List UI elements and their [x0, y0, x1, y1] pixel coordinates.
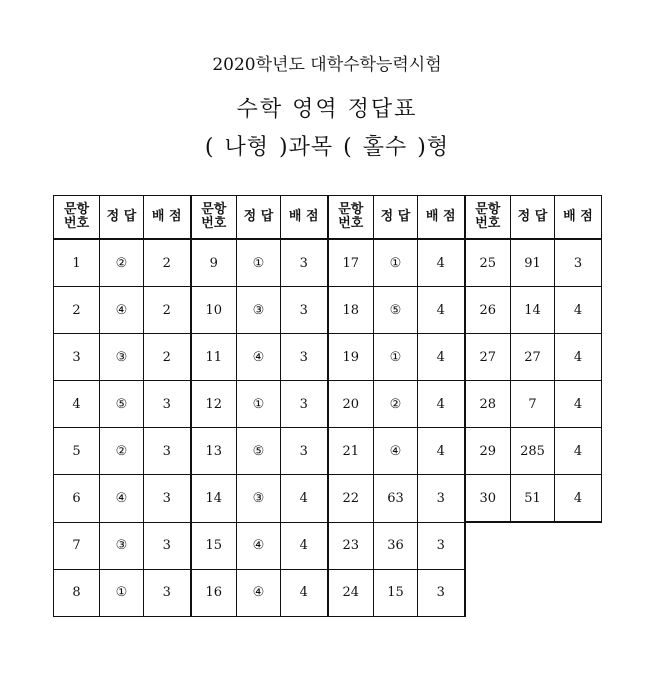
table-row [54, 334, 602, 381]
points-cell: 4 [555, 428, 602, 475]
points-cell: 3 [281, 428, 328, 475]
points-cell: 3 [281, 334, 328, 381]
points-cell: 4 [281, 475, 328, 523]
points-cell: 4 [418, 334, 465, 381]
answer-cell: ① [374, 239, 418, 287]
points-cell: 3 [144, 522, 191, 569]
question-number-cell: 19 [328, 334, 374, 381]
question-number-cell: 14 [191, 475, 237, 523]
question-number-cell: 27 [465, 334, 511, 381]
points-cell: 3 [418, 475, 465, 523]
answer-cell: ② [374, 381, 418, 428]
question-number-cell: 22 [328, 475, 374, 523]
question-number-cell: 7 [54, 522, 100, 569]
question-number-cell: 12 [191, 381, 237, 428]
answer-table [53, 195, 602, 617]
points-cell: 4 [555, 475, 602, 523]
question-number-cell: 4 [54, 381, 100, 428]
answer-cell: ③ [237, 475, 281, 523]
header-answer: 정 답 [100, 196, 144, 240]
header-question-number: 문항 번호 [328, 196, 374, 240]
points-cell: 3 [418, 569, 465, 616]
answer-cell: ① [374, 334, 418, 381]
answer-cell: ④ [374, 428, 418, 475]
header-points: 배 점 [144, 196, 191, 240]
answer-cell: ② [100, 428, 144, 475]
table-row [54, 428, 602, 475]
exam-title: 2020학년도 대학수학능력시험 [212, 55, 442, 75]
answer-cell: ④ [237, 522, 281, 569]
points-cell: 4 [281, 522, 328, 569]
question-number-cell: 20 [328, 381, 374, 428]
question-number-cell: 3 [54, 334, 100, 381]
answer-key-title: 수학 영역 정답표 [236, 97, 418, 122]
question-number-cell: 16 [191, 569, 237, 616]
answer-cell: 27 [511, 334, 555, 381]
question-number-cell: 29 [465, 428, 511, 475]
question-number-cell: 11 [191, 334, 237, 381]
points-cell: 4 [281, 569, 328, 616]
answer-cell: 91 [511, 239, 555, 287]
header-points: 배 점 [281, 196, 328, 240]
parity-type: 홀수 [362, 135, 408, 160]
points-cell: 4 [418, 428, 465, 475]
question-number-cell: 6 [54, 475, 100, 523]
answer-cell: 63 [374, 475, 418, 523]
question-number-cell: 21 [328, 428, 374, 475]
question-number-cell: 8 [54, 569, 100, 616]
table-row [54, 522, 602, 569]
question-number-cell: 17 [328, 239, 374, 287]
empty-cell [555, 522, 602, 569]
answer-cell: ③ [237, 287, 281, 334]
answer-cell: 51 [511, 475, 555, 523]
points-cell: 3 [281, 239, 328, 287]
answer-cell: ⑤ [374, 287, 418, 334]
type-close-paren: )과목 [279, 135, 334, 160]
answer-cell: ① [237, 381, 281, 428]
question-number-cell: 1 [54, 239, 100, 287]
table-row [54, 239, 602, 287]
header-question-number: 문항 번호 [54, 196, 100, 240]
header-answer: 정 답 [511, 196, 555, 240]
table-row [54, 569, 602, 616]
points-cell: 4 [555, 334, 602, 381]
question-number-cell: 24 [328, 569, 374, 616]
header-points: 배 점 [418, 196, 465, 240]
empty-cell [555, 569, 602, 616]
points-cell: 3 [281, 287, 328, 334]
answer-cell: 15 [374, 569, 418, 616]
empty-cell [465, 522, 511, 569]
question-number-cell: 28 [465, 381, 511, 428]
answer-cell: ① [237, 239, 281, 287]
points-cell: 2 [144, 334, 191, 381]
answer-cell: ④ [100, 287, 144, 334]
header-answer: 정 답 [237, 196, 281, 240]
header-answer: 정 답 [374, 196, 418, 240]
answer-cell: 36 [374, 522, 418, 569]
points-cell: 3 [144, 381, 191, 428]
header-question-number: 문항 번호 [191, 196, 237, 240]
points-cell: 4 [555, 287, 602, 334]
answer-cell: 14 [511, 287, 555, 334]
points-cell: 3 [144, 569, 191, 616]
header-points: 배 점 [555, 196, 602, 240]
parity-open-paren: ( [343, 135, 353, 160]
answer-cell: ④ [237, 569, 281, 616]
table-row [54, 381, 602, 428]
answer-cell: 7 [511, 381, 555, 428]
type-open-paren: ( [204, 135, 215, 160]
answer-cell: ④ [100, 475, 144, 523]
answer-cell: ⑤ [100, 381, 144, 428]
points-cell: 2 [144, 287, 191, 334]
question-number-cell: 15 [191, 522, 237, 569]
question-number-cell: 2 [54, 287, 100, 334]
question-number-cell: 26 [465, 287, 511, 334]
points-cell: 4 [418, 381, 465, 428]
empty-cell [511, 522, 555, 569]
points-cell: 3 [281, 381, 328, 428]
question-number-cell: 13 [191, 428, 237, 475]
table-row [54, 475, 602, 523]
question-number-cell: 18 [328, 287, 374, 334]
question-number-cell: 23 [328, 522, 374, 569]
points-cell: 2 [144, 239, 191, 287]
parity-close-paren: )형 [417, 135, 450, 160]
answer-cell: ② [100, 239, 144, 287]
points-cell: 3 [144, 475, 191, 523]
subject-type-line [0, 130, 654, 161]
exam-type: 나형 [224, 135, 270, 160]
question-number-cell: 10 [191, 287, 237, 334]
points-cell: 3 [144, 428, 191, 475]
answer-cell: ④ [237, 334, 281, 381]
points-cell: 3 [418, 522, 465, 569]
empty-cell [511, 569, 555, 616]
empty-cell [465, 569, 511, 616]
points-cell: 4 [555, 381, 602, 428]
answer-cell: 285 [511, 428, 555, 475]
answer-cell: ③ [100, 334, 144, 381]
points-cell: 4 [418, 287, 465, 334]
question-number-cell: 9 [191, 239, 237, 287]
answer-cell: ① [100, 569, 144, 616]
answer-cell: ⑤ [237, 428, 281, 475]
question-number-cell: 5 [54, 428, 100, 475]
header-question-number: 문항 번호 [465, 196, 511, 240]
question-number-cell: 30 [465, 475, 511, 523]
answer-cell: ③ [100, 522, 144, 569]
points-cell: 3 [555, 239, 602, 287]
table-header-row [54, 196, 602, 240]
table-row [54, 287, 602, 334]
points-cell: 4 [418, 239, 465, 287]
question-number-cell: 25 [465, 239, 511, 287]
